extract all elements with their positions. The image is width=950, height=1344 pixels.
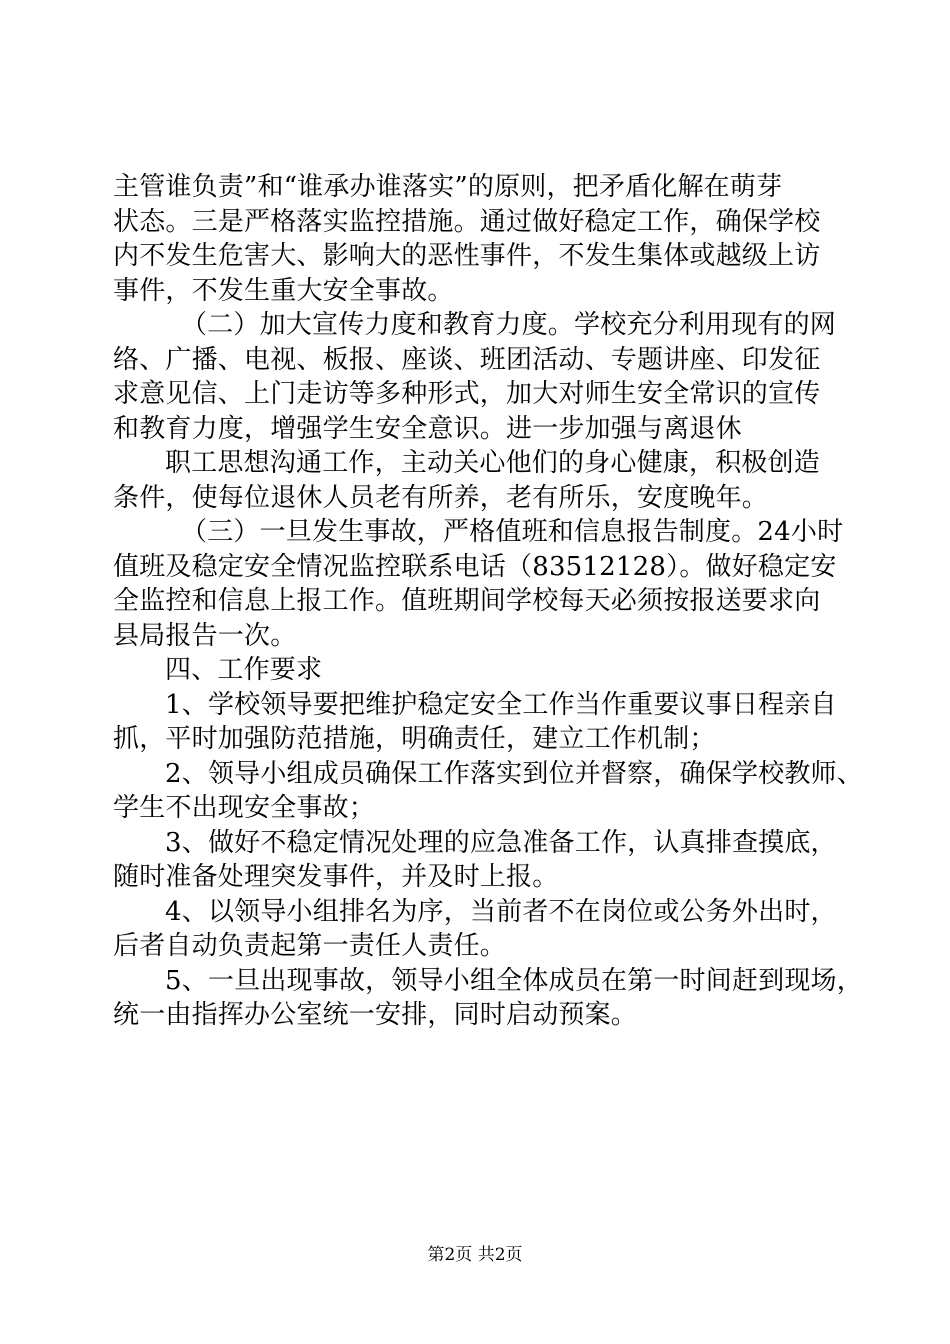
text-line: 县局报告一次。	[113, 620, 297, 651]
page-number-footer: 第2页 共2页	[427, 1245, 523, 1265]
text-line: 5、一旦出现事故，领导小组全体成员在第一时间赶到现场，	[165, 965, 863, 996]
text-line: 学生不出现安全事故；	[113, 793, 376, 823]
text-line: 4、以领导小组排名为序，当前者不在岗位或公务外出时，	[165, 896, 837, 927]
text-line: 3、做好不稳定情况处理的应急准备工作，认真排查摸底，	[165, 827, 837, 858]
text-line: 抓，平时加强防范措施，明确责任，建立工作机制；	[113, 724, 716, 754]
text-line: 后者自动负责起第一责任人责任。	[113, 931, 507, 961]
text-line: 事件，不发生重大安全事故。	[113, 275, 454, 306]
text-line: （二）加大宣传力度和教育力度。学校充分利用现有的网	[181, 310, 837, 340]
text-line: 1、学校领导要把维护稳定安全工作当作重要议事日程亲自	[165, 689, 837, 720]
text-line: 职工思想沟通工作，主动关心他们的身心健康，积极创造	[165, 448, 821, 478]
text-line: 统一由指挥办公室统一安排，同时启动预案。	[113, 1000, 638, 1030]
text-line: 和教育力度，增强学生安全意识。进一步加强与离退休	[113, 413, 742, 444]
text-line: 值班及稳定安全情况监控联系电话（83512128）。做好稳定安	[113, 551, 837, 582]
text-line: 全监控和信息上报工作。值班期间学校每天必须按报送要求向	[113, 586, 821, 616]
section-heading: 四、工作要求	[165, 655, 323, 685]
text-line: （三）一旦发生事故，严格值班和信息报告制度。24小时	[181, 517, 844, 547]
text-line: 络、广播、电视、板报、座谈、班团活动、专题讲座、印发征	[113, 344, 821, 375]
text-line: 状态。三是严格落实监控措施。通过做好稳定工作，确保学校	[113, 206, 821, 237]
text-line: 求意见信、上门走访等多种形式，加大对师生安全常识的宣传	[113, 379, 821, 409]
text-line: 2、领导小组成员确保工作落实到位并督察，确保学校教师、	[165, 758, 863, 789]
document-body	[113, 170, 863, 1033]
text-line: 条件，使每位退休人员老有所养，老有所乐，安度晚年。	[113, 482, 769, 513]
text-line: 内不发生危害大、影响大的恶性事件，不发生集体或越级上访	[113, 241, 821, 271]
text-line: 随时准备处理突发事件，并及时上报。	[113, 862, 559, 892]
text-line: 主管谁负责”和“谁承办谁落实”的原则，把矛盾化解在萌芽	[113, 172, 783, 202]
